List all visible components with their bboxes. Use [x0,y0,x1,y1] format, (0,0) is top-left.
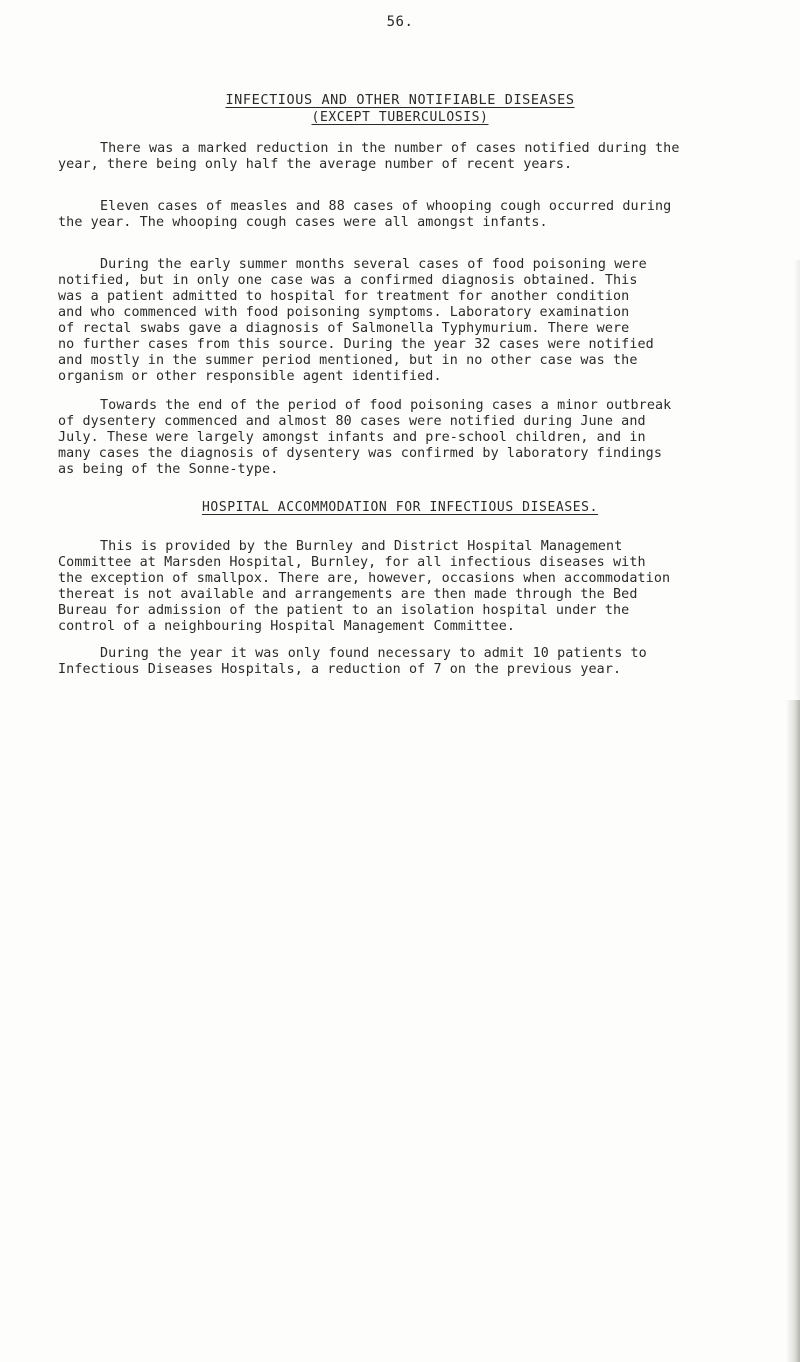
paragraph-dysentery: Towards the end of the period of food poisoning cases a minor outbreak of dysentery commenced and almost 80 cases were notified during June and July. These were largely amongst infants and pre-school children, and in many cases the diagnosis of dysentery was confirmed by laboratory findings as being of the Sonne-type. [58,398,672,477]
section-heading: INFECTIOUS AND OTHER NOTIFIABLE DISEASES [225,92,575,108]
paragraph-hospital-provision: This is provided by the Burnley and District Hospital Management Committee at Marsden Hospital, Burnley, for all infectious diseases with the exception of smallpox. There are, however, occasions when accommodation thereat is not available and arrangements are then made through the Bed Bureau for admission of the patient to an isolation hospital under the control of a neighbouring Hospital Management Committee. [58,539,671,634]
page-edge-shadow [786,700,800,1362]
section-subheading: (EXCEPT TUBERCULOSIS) [311,110,489,125]
paragraph-admissions: During the year it was only found necessary to admit 10 patients to Infectious Diseases Hospitals, a reduction of 7 on the previous year. [58,646,647,677]
paragraph-reduction: There was a marked reduction in the number of cases notified during the year, there being only half the average number of recent years. [58,141,680,172]
page-number: 56. [386,14,414,30]
hospital-accommodation-heading: HOSPITAL ACCOMMODATION FOR INFECTIOUS DISEASES. [201,500,599,515]
paragraph-food-poisoning: During the early summer months several cases of food poisoning were notified, but in only one case was a confirmed diagnosis obtained. This was a patient admitted to hospital for treatment for another condition and who commenced with food poisoning symptoms. Laboratory examination of rectal swabs gave a diagnosis of Salmonella Typhymurium. There were no further cases from this source. During the year 32 cases were notified and mostly in the summer period mentioned, but in no other case was the organism or other responsible agent identified. [58,257,654,384]
page-edge-shadow-upper [794,260,800,700]
paragraph-measles-whooping-cough: Eleven cases of measles and 88 cases of whooping cough occurred during the year. The whooping cough cases were all amongst infants. [58,199,672,230]
